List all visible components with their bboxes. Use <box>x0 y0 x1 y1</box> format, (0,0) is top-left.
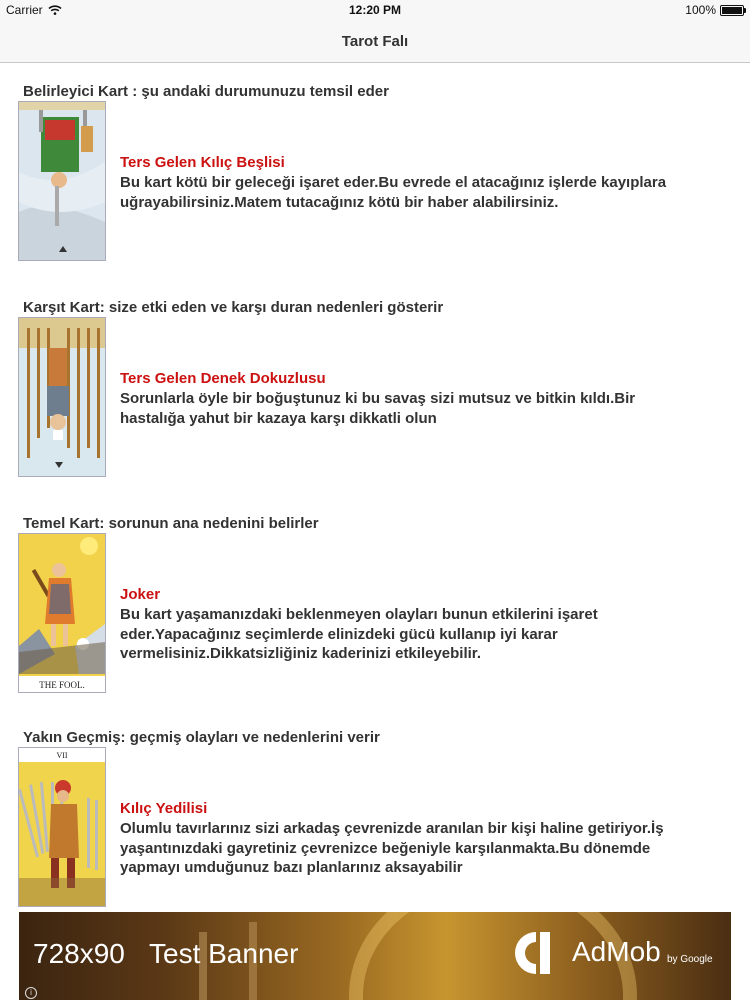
card-section-3 <box>0 515 750 715</box>
battery-indicator <box>685 3 744 17</box>
card-title: Ters Gelen Denek Dokuzlusu <box>120 370 326 387</box>
card-section-2 <box>0 299 750 499</box>
section-header: Temel Kart: sorunun ana nedenini belirler <box>23 515 319 532</box>
carrier-label: Carrier <box>6 3 43 17</box>
ad-banner[interactable] <box>19 912 731 1000</box>
section-header: Belirleyici Kart : şu andaki durumunuzu temsil eder <box>23 83 389 100</box>
card-text <box>120 585 680 664</box>
card-image <box>18 317 106 477</box>
card-image <box>18 533 106 693</box>
card-title: Ters Gelen Kılıç Beşlisi <box>120 154 285 171</box>
tarot-reading-list[interactable] <box>0 63 750 912</box>
card-section-1 <box>0 83 750 283</box>
card-description: Olumlu tavırlarınız sizi arkadaş çevrenizde aranılan bir kişi haline getiriyor.İş yaşantınızdaki gayretiniz çevrenizce beğeniyle karşılanmakta.Bu dönemde yapmayı umduğunuz bazı planlarınız aksayabilir <box>120 820 664 876</box>
page-title: Tarot Falı <box>341 32 409 50</box>
ad-size-label: 728x90 <box>33 938 125 969</box>
card-section-4 <box>0 729 750 912</box>
five-of-swords-reversed-icon <box>19 102 105 260</box>
card-title: Kılıç Yedilisi <box>120 800 208 817</box>
status-time: 12:20 PM <box>348 3 402 17</box>
battery-percent: 100% <box>685 3 716 17</box>
navigation-bar <box>0 20 750 63</box>
card-image <box>18 747 106 907</box>
card-image <box>18 101 106 261</box>
ad-test-label: Test Banner <box>149 938 299 969</box>
card-caption: THE FOOL. <box>39 680 85 690</box>
card-text <box>120 153 680 212</box>
info-icon[interactable]: i <box>25 987 37 999</box>
admob-brand: AdMob <box>572 936 661 967</box>
card-text <box>120 369 680 428</box>
admob-by-google: by Google <box>667 954 713 965</box>
card-description: Bu kart kötü bir geleceği işaret eder.Bu evrede el atacağınız işlerde kayıplara uğrayabilirsiniz.Matem tutacağınız kötü bir haber alabilirsiniz. <box>120 174 667 211</box>
section-header: Yakın Geçmiş: geçmiş olayları ve nedenlerini verir <box>23 729 380 746</box>
card-description: Sorunlarla öyle bir boğuştunuz ki bu savaş sizi mutsuz ve bitkin kıldı.Bir hastalığa yahut bir kazaya karşı dikkatli olun <box>120 390 636 427</box>
status-bar <box>0 0 750 20</box>
section-header: Karşıt Kart: size etki eden ve karşı duran nedenleri gösterir <box>23 299 444 316</box>
battery-icon <box>720 5 744 16</box>
card-description: Bu kart yaşamanızdaki beklenmeyen olayları bunun etkilerini işaret eder.Yapacağınız seçimlerde elinizdeki gücü kullanıp iyi karar vermelisiniz.Dikkatsizliğiniz kaderinizi etkileyebilir. <box>120 606 598 662</box>
card-numeral: VII <box>56 751 68 760</box>
admob-logo-icon <box>512 928 558 978</box>
card-title: Joker <box>120 586 161 603</box>
seven-of-swords-icon <box>19 748 105 906</box>
nine-of-wands-reversed-icon <box>19 318 105 476</box>
the-fool-card-icon <box>19 534 105 692</box>
card-text <box>120 799 680 878</box>
